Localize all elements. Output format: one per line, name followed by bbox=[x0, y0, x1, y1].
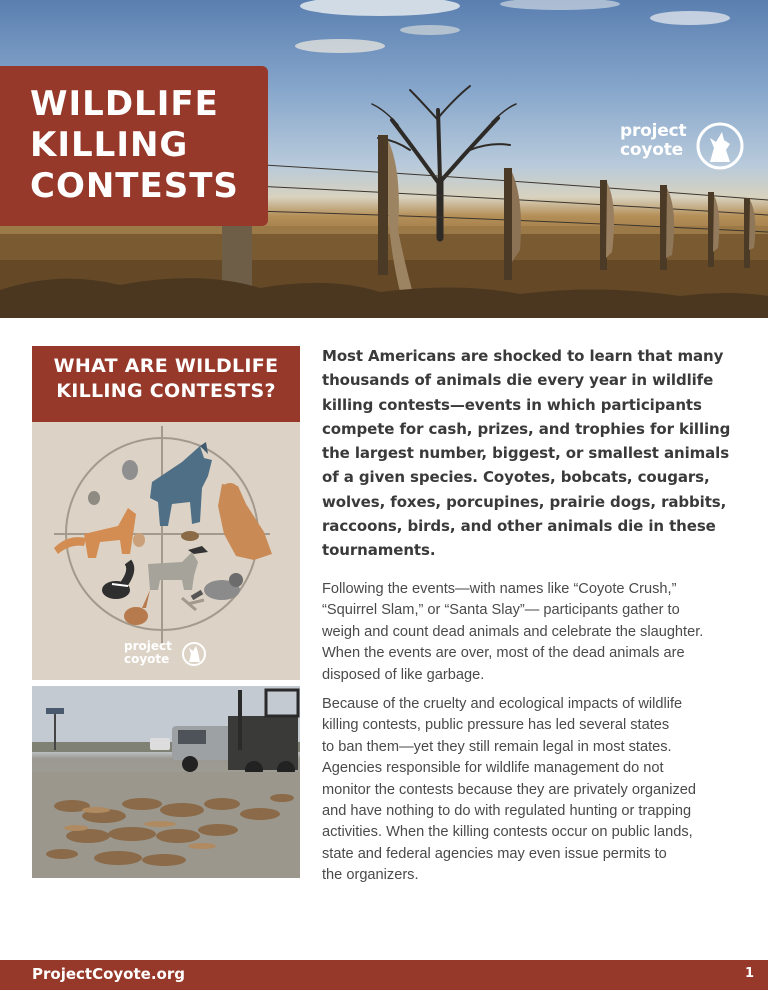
contest-photo bbox=[32, 686, 300, 878]
logo-line: project bbox=[620, 121, 687, 141]
intro-line: killing contests—events in which participants bbox=[322, 395, 702, 414]
body-line: When the events are over, most of the dead animals are bbox=[322, 645, 685, 662]
page-number: 1 bbox=[744, 966, 754, 981]
body-line: to ban them—yet they still remain legal in most states. bbox=[322, 738, 672, 755]
title-line: WILDLIFE bbox=[30, 84, 219, 124]
animals-crosshair-illustration bbox=[32, 422, 300, 680]
illustration-logo bbox=[124, 640, 172, 666]
body-line: the organizers. bbox=[322, 867, 419, 884]
bird-icon bbox=[188, 546, 208, 554]
body-line: weigh and count dead animals and celebrate the slaughter. bbox=[322, 623, 704, 640]
body-line: disposed of like garbage. bbox=[322, 666, 485, 683]
body-line: Agencies responsible for wildlife management do not bbox=[322, 760, 664, 777]
page-title bbox=[30, 84, 266, 207]
raccoon-icon bbox=[192, 573, 243, 600]
rabbit-icon bbox=[124, 590, 150, 625]
logo-line: coyote bbox=[620, 140, 683, 160]
body-paragraph-legality bbox=[322, 694, 742, 887]
bones-icon bbox=[182, 598, 204, 610]
title-line: CONTESTS bbox=[30, 166, 239, 206]
body-line: Following the events—with names like “Coyote Crush,” bbox=[322, 581, 677, 597]
sidebar-heading-line: WHAT ARE WILDLIFE bbox=[53, 355, 279, 377]
body-line: and have nothing to do with regulated hunting or trapping bbox=[322, 803, 692, 820]
logo-line: coyote bbox=[124, 652, 170, 666]
body-line: activities. When the killing contests occur on public lands, bbox=[322, 824, 693, 841]
cougar-icon bbox=[218, 483, 272, 560]
intro-line: raccoons, birds, and other animals die in these bbox=[322, 517, 716, 536]
title-line: KILLING bbox=[30, 125, 189, 165]
logo-wordmark bbox=[620, 122, 686, 160]
prairie-dog-icon bbox=[133, 533, 145, 547]
intro-paragraph bbox=[322, 344, 742, 563]
body-line: Because of the cruelty and ecological impacts of wildlife bbox=[322, 696, 683, 712]
squirrel-icon bbox=[88, 491, 100, 505]
intro-line: of a given species. Coyotes, bobcats, cougars, bbox=[322, 468, 710, 487]
coyote-howl-icon bbox=[696, 122, 744, 170]
wolf-icon bbox=[150, 442, 212, 526]
body-line: state and federal agencies may even issue permits to bbox=[322, 845, 667, 862]
intro-line: compete for cash, prizes, and trophies for killing bbox=[322, 419, 731, 438]
body-paragraph-events bbox=[322, 579, 742, 686]
cat-icon bbox=[122, 460, 138, 480]
sidebar-heading bbox=[32, 354, 300, 404]
bobcat-icon bbox=[148, 552, 198, 590]
footer-website-link[interactable]: ProjectCoyote.org bbox=[32, 965, 185, 983]
intro-line: the largest number, biggest, or smallest animals bbox=[322, 444, 730, 463]
body-line: “Squirrel Slam,” or “Santa Slay”— participants gather to bbox=[322, 602, 680, 619]
sidebar-heading-line: KILLING CONTESTS? bbox=[56, 380, 276, 402]
dead-animals-scene bbox=[32, 686, 300, 878]
beaver-icon bbox=[181, 531, 199, 541]
logo-line: project bbox=[124, 639, 172, 653]
intro-line: Most Americans are shocked to learn that many bbox=[322, 347, 724, 365]
body-line: monitor the contests because they are privately organized bbox=[322, 781, 696, 798]
project-coyote-logo bbox=[620, 122, 750, 174]
intro-line: thousands of animals die every year in wildlife bbox=[322, 371, 714, 390]
skunk-icon bbox=[102, 562, 130, 599]
intro-line: tournaments. bbox=[322, 541, 436, 560]
intro-line: wolves, foxes, porcupines, prairie dogs, rabbits, bbox=[322, 492, 727, 511]
body-line: killing contests, public pressure has led several states bbox=[322, 717, 670, 734]
